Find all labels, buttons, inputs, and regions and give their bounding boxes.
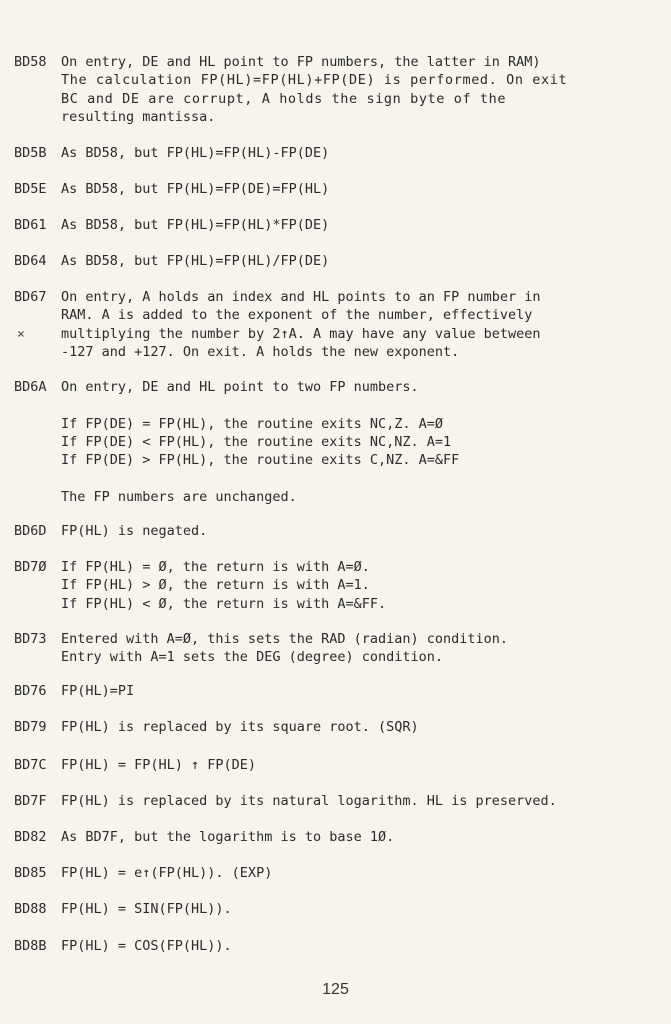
entry-description	[61, 144, 329, 162]
entry-text-line: -127 and +127. On exit. A holds the new exponent.	[61, 343, 460, 360]
entry-text-line: If FP(HL) < Ø, the return is with A=&FF.	[61, 595, 387, 612]
entry-text-line: The FP numbers are unchanged.	[61, 488, 297, 505]
entry-address: BD73	[14, 631, 47, 647]
entry-address: BD7F	[14, 793, 47, 809]
entry-text-line	[61, 469, 459, 487]
entry-text-line: As BD58, but FP(HL)=FP(HL)-FP(DE)	[61, 145, 330, 161]
entry-text-line: As BD7F, but the logarithm is to base 1Ø.	[61, 829, 395, 845]
entry-text-line: multiplying the number by 2↑A. A may have any value between	[61, 325, 541, 342]
entry-text-line: FP(HL) = COS(FP(HL)).	[61, 938, 232, 954]
entry-description	[61, 937, 232, 955]
entry-address: BD8B	[14, 938, 47, 954]
entry-text-line: FP(HL) is replaced by its square root. (SQR)	[61, 719, 419, 735]
entry-text-line: FP(HL) = e↑(FP(HL)). (EXP)	[61, 865, 273, 881]
entry-description	[61, 900, 232, 918]
entry-description	[61, 718, 419, 736]
entry-address: BD85	[14, 865, 47, 881]
entry-description	[61, 630, 508, 667]
entry-text-line: If FP(HL) = Ø, the return is with A=Ø.	[61, 559, 370, 575]
entry-address: BD58	[14, 54, 47, 70]
entry-address: BD76	[14, 683, 47, 699]
entry-text-line: Entry with A=1 sets the DEG (degree) condition.	[61, 649, 444, 666]
entry-address: BD67	[14, 289, 47, 305]
entry-text-line: If FP(DE) < FP(HL), the routine exits NC,NZ. A=1	[61, 433, 452, 450]
entry-text-line: resulting mantissa.	[61, 108, 216, 125]
entry-description	[61, 252, 329, 270]
entry-address: BD88	[14, 901, 47, 917]
entry-description	[61, 682, 134, 700]
entry-text-line: BC and DE are corrupt, A holds the sign byte of the	[61, 90, 507, 107]
entry-address: BD5B	[14, 145, 47, 161]
entry-text-line: As BD58, but FP(HL)=FP(HL)*FP(DE)	[61, 217, 330, 233]
entry-description	[61, 828, 394, 846]
entry-text-line: As BD58, but FP(HL)=FP(DE)=FP(HL)	[61, 181, 330, 197]
entry-description	[61, 216, 329, 234]
entry-text-line: Entered with A=Ø, this sets the RAD (radian) condition.	[61, 631, 509, 647]
entry-text-line: FP(HL) is negated.	[61, 523, 208, 539]
handwritten-margin-mark: ⨯	[17, 327, 25, 342]
entry-description	[61, 288, 541, 361]
entry-text-line: On entry, DE and HL point to FP numbers, the latter in RAM)	[61, 54, 541, 70]
entry-address: BD79	[14, 719, 47, 735]
entry-description	[61, 53, 567, 126]
page-number: 125	[322, 981, 349, 998]
entry-text-line: If FP(DE) > FP(HL), the routine exits C,NZ. A=&FF	[61, 452, 460, 469]
entry-text-line: If FP(HL) > Ø, the return is with A=1.	[61, 577, 370, 594]
entry-address: BD6D	[14, 523, 47, 539]
entry-text-line: On entry, A holds an index and HL points to an FP number in	[61, 289, 541, 305]
entry-description	[61, 558, 386, 613]
entry-text-line: As BD58, but FP(HL)=FP(HL)/FP(DE)	[61, 253, 330, 269]
entry-text-line: If FP(DE) = FP(HL), the routine exits NC,Z. A=Ø	[61, 415, 444, 432]
entry-description	[61, 180, 329, 198]
entry-address: BD5E	[14, 181, 47, 197]
entry-text-line: The calculation FP(HL)=FP(HL)+FP(DE) is performed. On exit	[61, 72, 568, 89]
entry-address: BD7Ø	[14, 559, 47, 575]
entry-text-line	[61, 396, 459, 414]
entry-address: BD64	[14, 253, 47, 269]
entry-description	[61, 378, 459, 506]
entry-description	[61, 756, 256, 774]
entry-address: BD6A	[14, 379, 47, 395]
entry-description	[61, 864, 272, 882]
entry-text-line: FP(HL)=PI	[61, 683, 135, 699]
entry-address: BD7C	[14, 757, 47, 773]
entry-address: BD61	[14, 217, 47, 233]
entry-text-line: RAM. A is added to the exponent of the number, effectively	[61, 307, 533, 324]
entry-text-line: FP(HL) is replaced by its natural logarithm. HL is preserved.	[61, 793, 557, 809]
entry-address: BD82	[14, 829, 47, 845]
entry-text-line: FP(HL) = SIN(FP(HL)).	[61, 901, 232, 917]
entry-description	[61, 792, 557, 810]
entry-text-line: FP(HL) = FP(HL) ↑ FP(DE)	[61, 757, 257, 773]
entry-description	[61, 522, 207, 540]
entry-text-line: On entry, DE and HL point to two FP numbers.	[61, 379, 419, 395]
